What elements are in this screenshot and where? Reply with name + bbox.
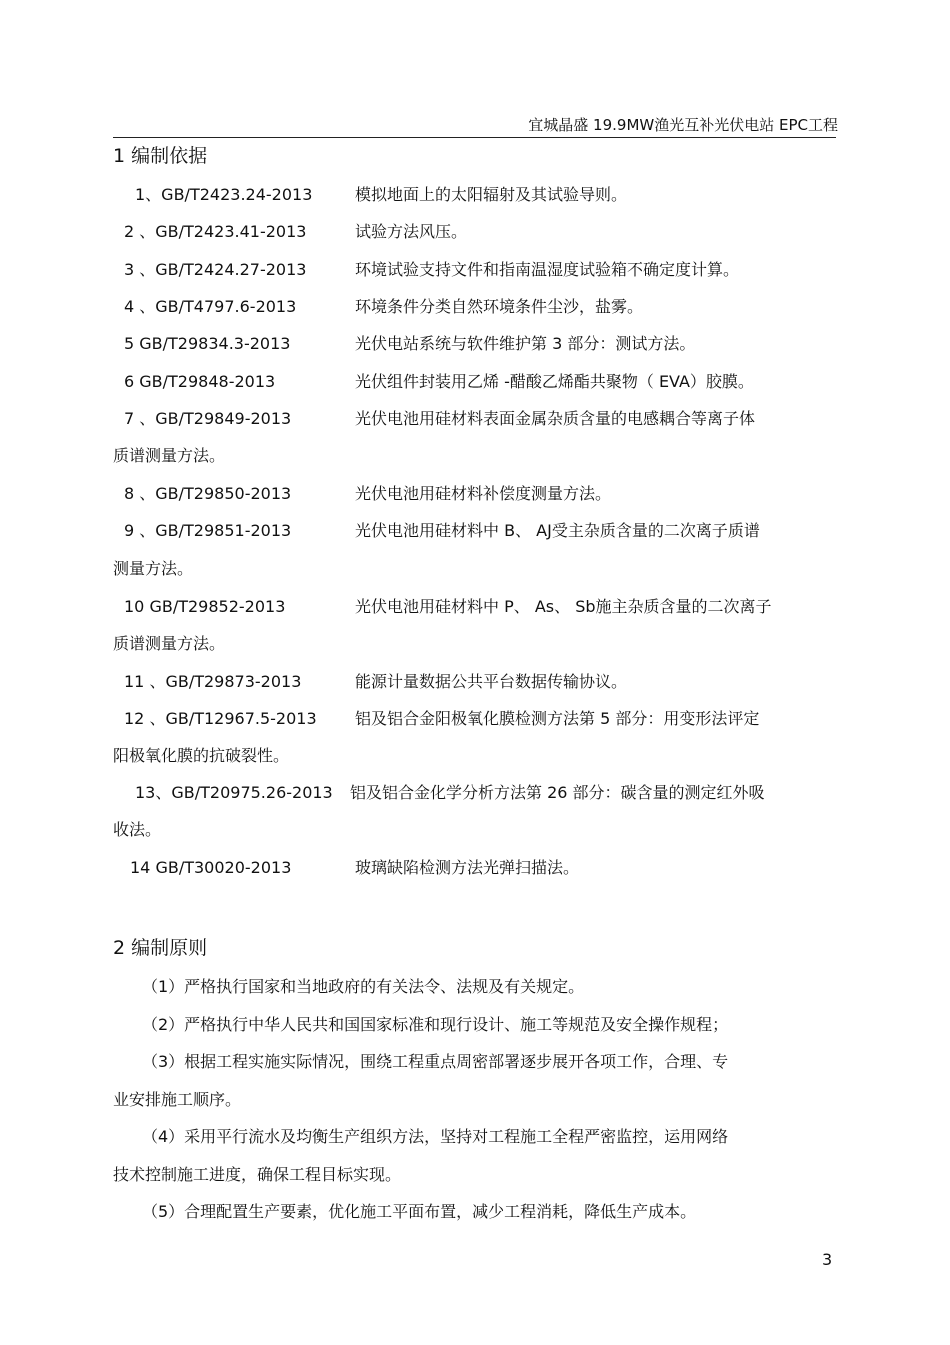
standard-desc-cont: 测量方法。 (113, 559, 194, 578)
standard-desc: 试验方法风压。 (355, 222, 468, 241)
section-1-title: 1 编制依据 (113, 145, 208, 167)
standard-desc-cont: 质谱测量方法。 (113, 446, 226, 465)
standard-code: 11 、GB/T29873-2013 (124, 672, 302, 691)
standard-code: 13、GB/T20975.26-2013 (135, 783, 333, 802)
standard-code: 4 、GB/T4797.6-2013 (124, 297, 297, 316)
standard-desc: 光伏电池用硅材料中 P、 As、 Sb施主杂质含量的二次离子 (355, 597, 772, 616)
standard-code: 10 GB/T29852-2013 (124, 597, 286, 616)
standard-desc: 光伏电池用硅材料补偿度测量方法。 (355, 484, 612, 503)
standard-code: 2 、GB/T2423.41-2013 (124, 222, 307, 241)
standard-code: 1、GB/T2423.24-2013 (135, 185, 313, 204)
standard-code: 5 GB/T29834.3-2013 (124, 334, 291, 353)
standard-desc: 模拟地面上的太阳辐射及其试验导则。 (355, 185, 628, 204)
standard-desc-cont: 阳极氧化膜的抗破裂性。 (113, 746, 290, 765)
standard-desc: 光伏组件封装用乙烯 -醋酸乙烯酯共聚物（ EVA）胶膜。 (355, 372, 754, 391)
standard-code: 3 、GB/T2424.27-2013 (124, 260, 307, 279)
standard-desc: 光伏电站系统与软件维护第 3 部分：测试方法。 (355, 334, 696, 353)
standard-desc-cont: 收法。 (113, 820, 162, 839)
standard-code: 7 、GB/T29849-2013 (124, 409, 292, 428)
principle-item: （2）严格执行中华人民共和国国家标准和现行设计、施工等规范及安全操作规程； (142, 1015, 729, 1034)
standard-desc: 环境试验支持文件和指南温湿度试验箱不确定度计算。 (355, 260, 740, 279)
standard-desc-cont: 质谱测量方法。 (113, 634, 226, 653)
standard-code: 9 、GB/T29851-2013 (124, 521, 292, 540)
standard-desc: 光伏电池用硅材料表面金属杂质含量的电感耦合等离子体 (355, 409, 756, 428)
standard-desc: 铝及铝合金化学分析方法第 26 部分：碳含量的测定红外吸 (350, 783, 765, 802)
principle-item: （4）采用平行流水及均衡生产组织方法，坚持对工程施工全程严密监控，运用网络 (142, 1127, 729, 1146)
standard-code: 12 、GB/T12967.5-2013 (124, 709, 317, 728)
header-rule (113, 137, 836, 138)
standard-desc: 铝及铝合金阳极氧化膜检测方法第 5 部分：用变形法评定 (355, 709, 760, 728)
principle-item: （3）根据工程实施实际情况，围绕工程重点周密部署逐步展开各项工作，合理、专 (142, 1052, 729, 1071)
principle-item-cont: 业安排施工顺序。 (113, 1090, 242, 1109)
section-2-title: 2 编制原则 (113, 937, 208, 959)
principle-item: （1）严格执行国家和当地政府的有关法令、法规及有关规定。 (142, 977, 585, 996)
standard-desc: 玻璃缺陷检测方法光弹扫描法。 (355, 858, 580, 877)
running-header: 宜城晶盛 19.9MW渔光互补光伏电站 EPC工程 (528, 116, 838, 134)
standard-desc: 环境条件分类自然环境条件尘沙，盐雾。 (355, 297, 644, 316)
standard-desc: 能源计量数据公共平台数据传输协议。 (355, 672, 628, 691)
standard-code: 8 、GB/T29850-2013 (124, 484, 292, 503)
principle-item-cont: 技术控制施工进度，确保工程目标实现。 (113, 1165, 402, 1184)
page-number: 3 (822, 1250, 833, 1269)
standard-desc: 光伏电池用硅材料中 B、 AJ受主杂质含量的二次离子质谱 (355, 521, 760, 540)
principle-item: （5）合理配置生产要素，优化施工平面布置，减少工程消耗，降低生产成本。 (142, 1202, 697, 1221)
standard-code: 6 GB/T29848-2013 (124, 372, 276, 391)
standard-code: 14 GB/T30020-2013 (130, 858, 292, 877)
